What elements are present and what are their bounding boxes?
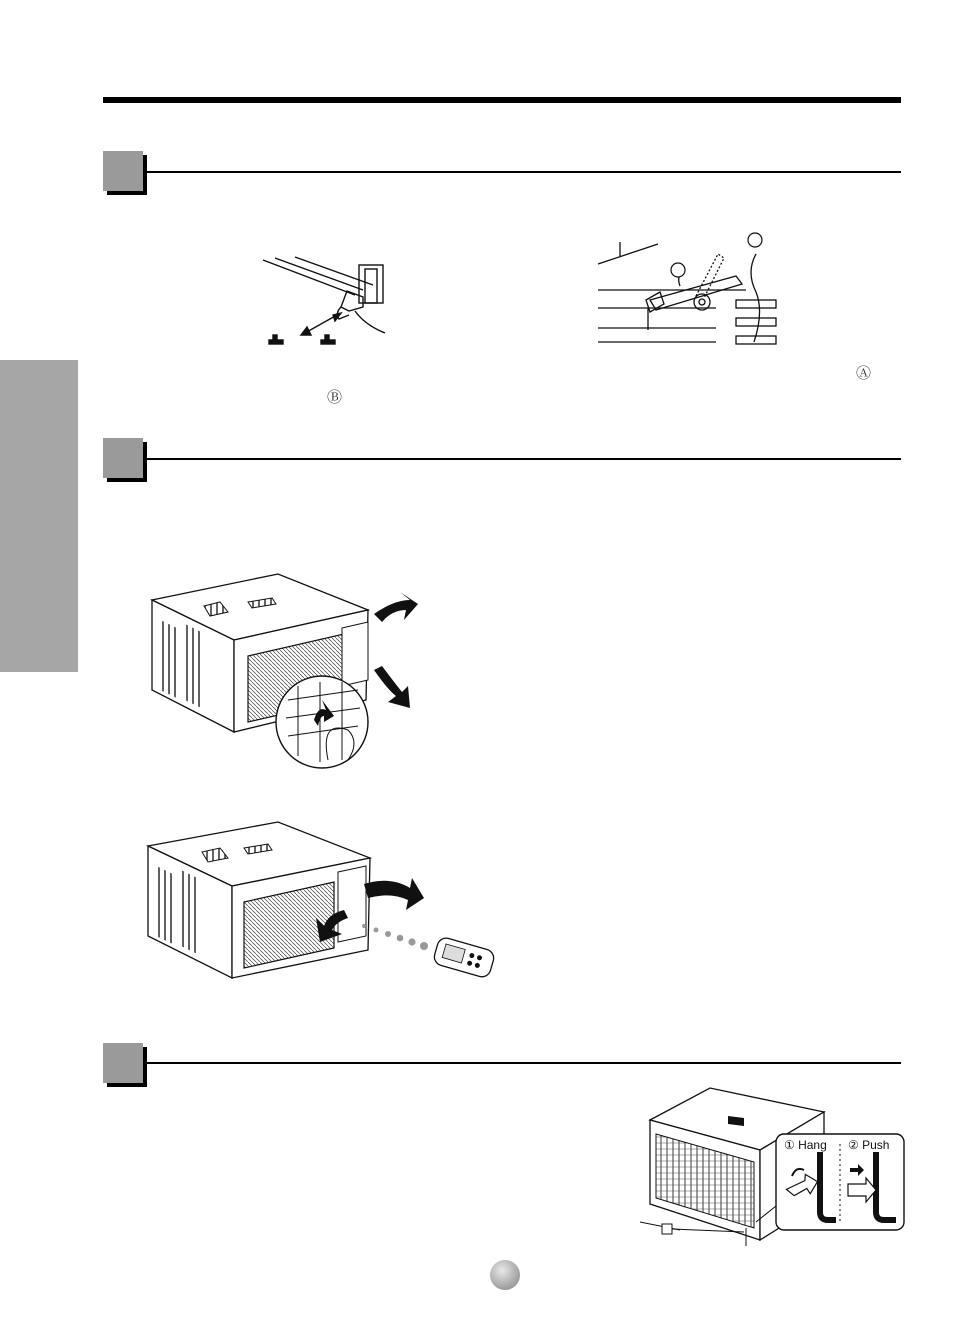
section-2-box (103, 438, 143, 478)
side-vent-left (160, 620, 176, 698)
callout-hang-label: ① Hang (784, 1138, 827, 1152)
callout-push-label: ② Push (848, 1138, 890, 1152)
section-1-box (103, 151, 143, 191)
top-rule (103, 97, 901, 103)
section-3-rule (147, 1062, 901, 1064)
marker-b: Ⓑ (327, 389, 343, 406)
lever-mechanism-illustration (596, 232, 786, 350)
marker-a: Ⓐ (856, 365, 872, 382)
air-conditioner-remote-illustration (144, 818, 504, 988)
remote-control (432, 936, 495, 979)
page-number-badge (490, 1260, 520, 1290)
air-conditioner-filter-door-illustration (148, 570, 418, 770)
side-tab (0, 360, 78, 672)
section-1-rule (147, 171, 901, 173)
section-2-rule (147, 458, 901, 460)
air-conditioner-hang-push-illustration (640, 1086, 908, 1246)
section-3-box (103, 1043, 143, 1083)
side-vent-right (184, 624, 202, 709)
drain-lever-illustration (255, 255, 395, 355)
